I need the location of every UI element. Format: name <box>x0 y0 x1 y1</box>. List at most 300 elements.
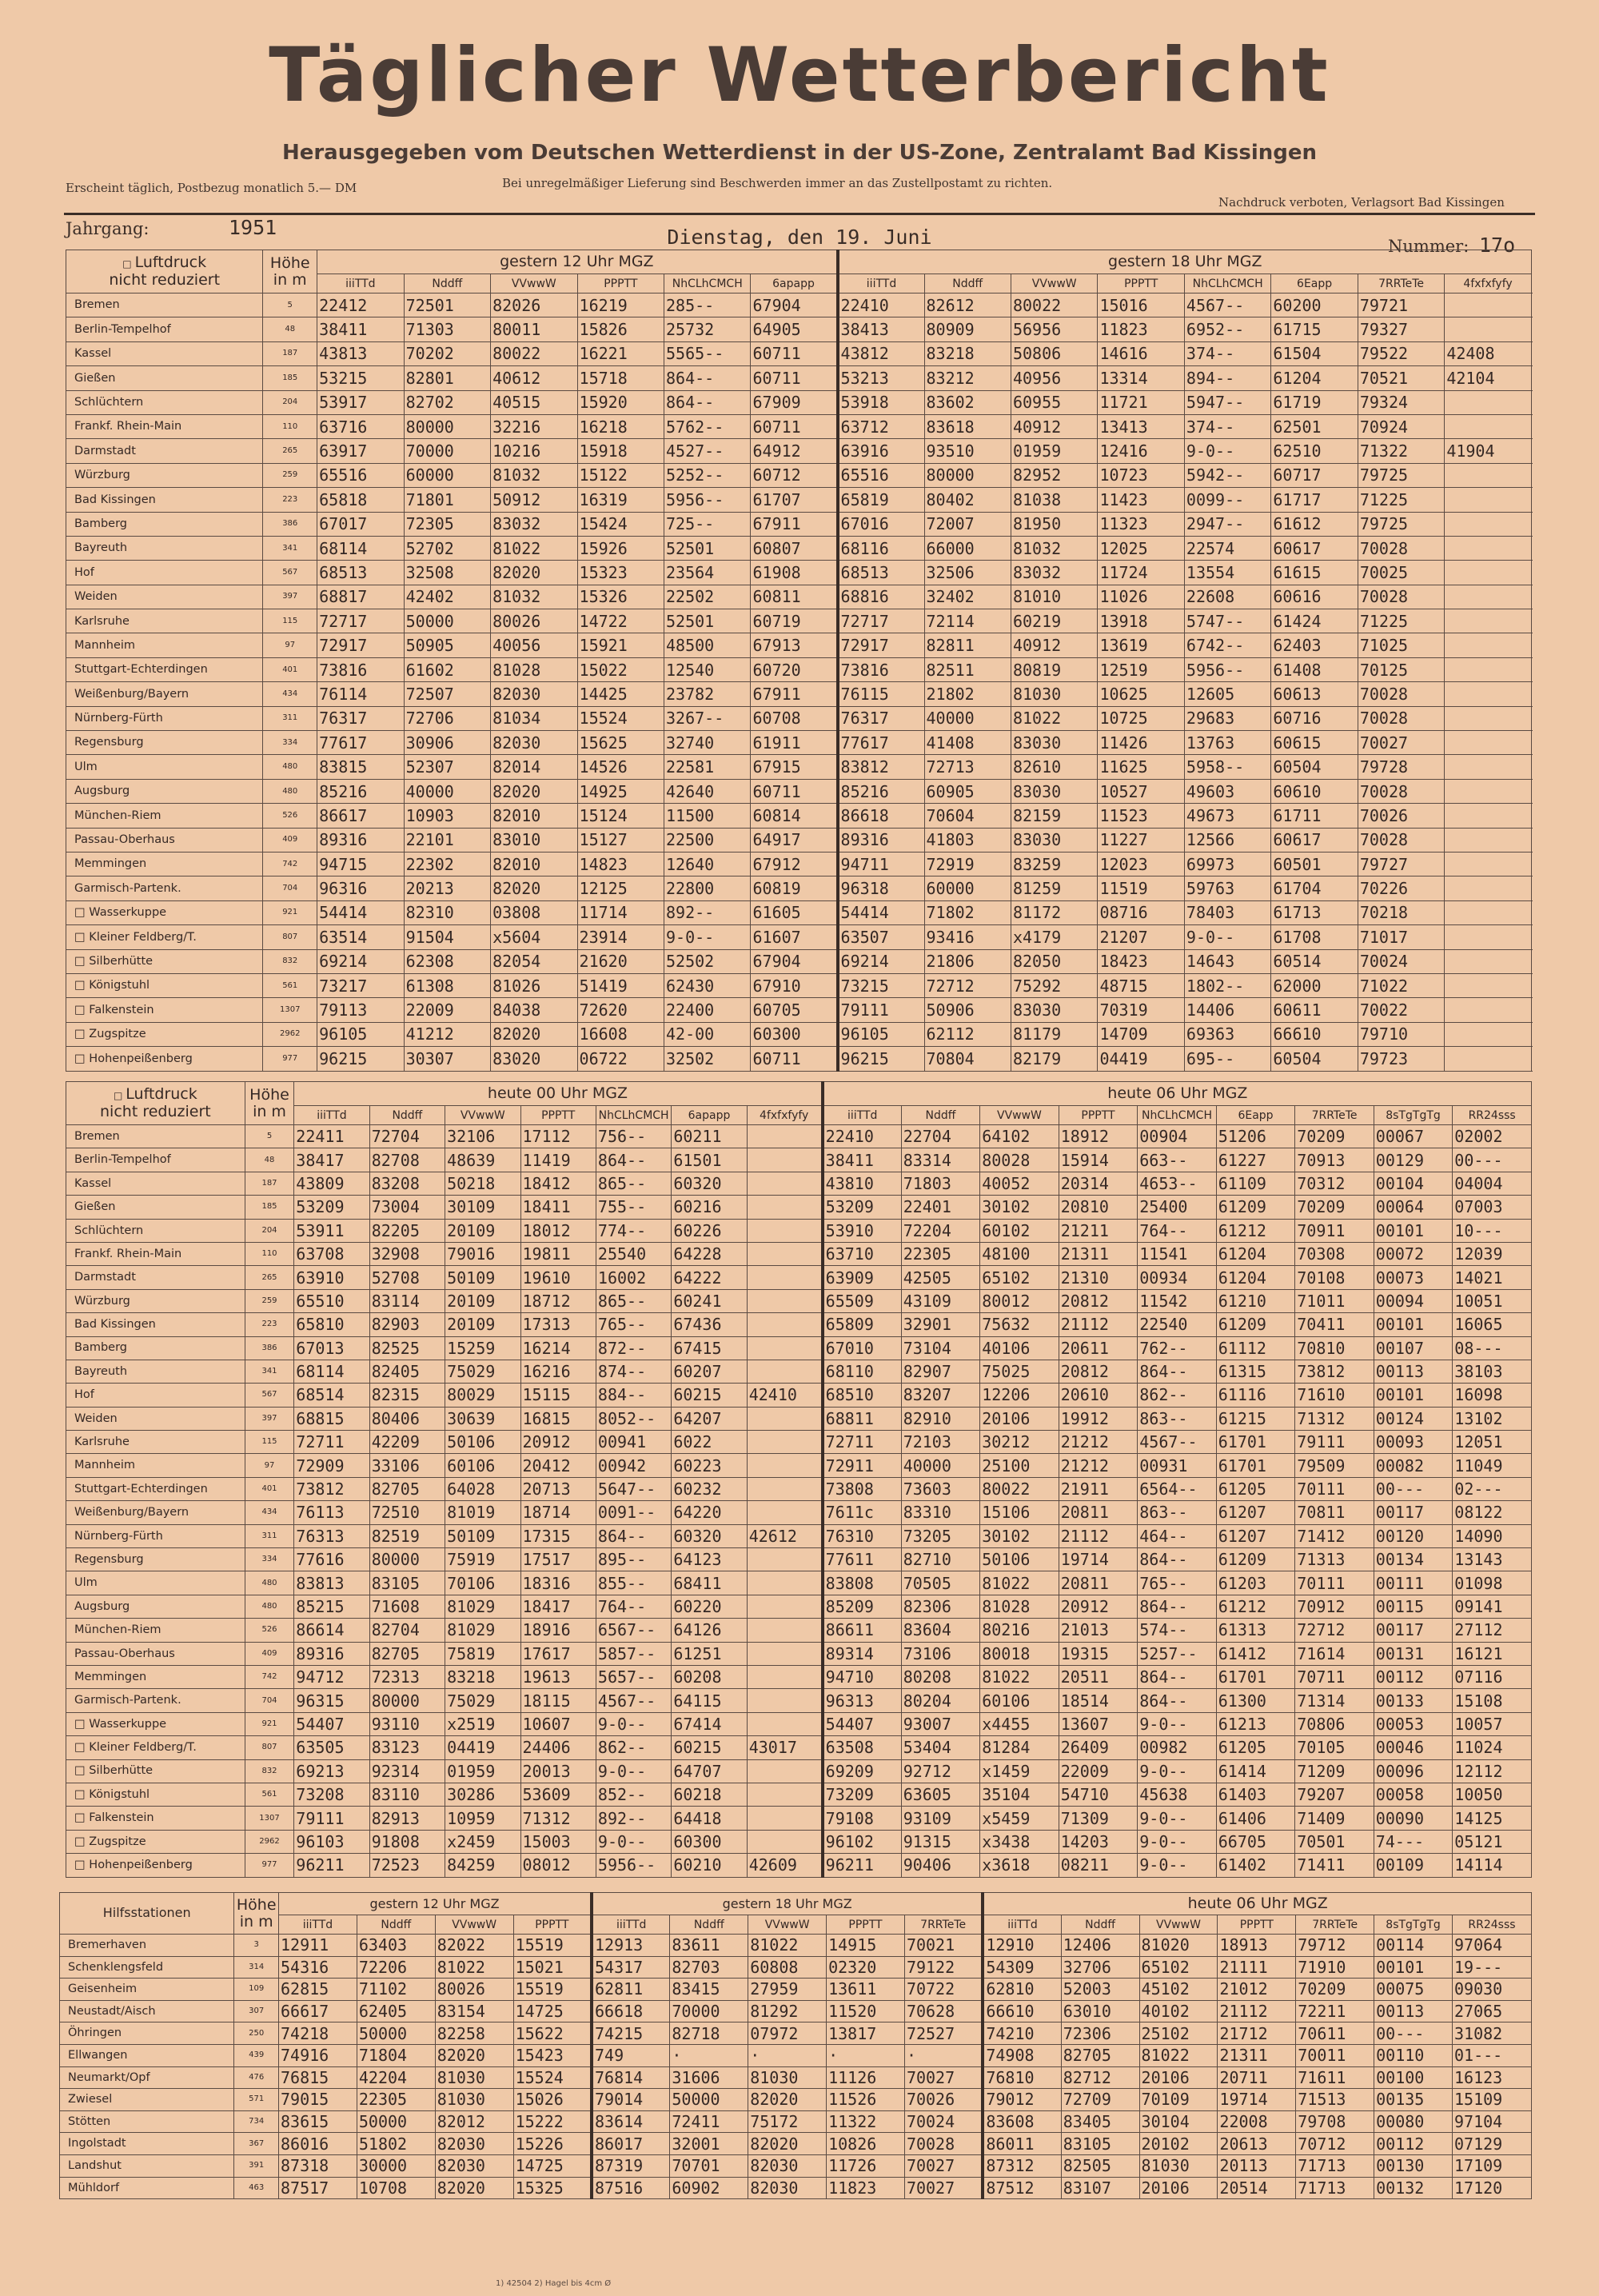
data-cell: 21712 <box>1218 2022 1296 2045</box>
data-cell: 72411 <box>670 2110 748 2133</box>
group-code-header: iiiTTd <box>838 274 924 293</box>
station-height: 223 <box>245 1313 294 1336</box>
data-cell: 82708 <box>369 1148 445 1172</box>
data-cell: 61203 <box>1216 1571 1295 1595</box>
data-cell: 70312 <box>1295 1172 1374 1195</box>
data-cell: 60711 <box>751 341 838 365</box>
data-cell: 15718 <box>577 366 664 390</box>
data-cell: 9-0-- <box>1138 1759 1217 1783</box>
data-cell: 70202 <box>404 341 490 365</box>
data-cell: 15026 <box>513 2089 592 2111</box>
data-cell: 72909 <box>294 1454 369 1477</box>
data-cell: 21013 <box>1059 1619 1138 1642</box>
data-cell: 60000 <box>924 876 1011 900</box>
data-cell: 69973 <box>1184 852 1270 876</box>
data-cell: 18417 <box>520 1595 596 1618</box>
data-cell: 61414 <box>1216 1759 1295 1783</box>
data-cell: 50000 <box>404 609 490 633</box>
station-height: 480 <box>263 779 317 803</box>
data-cell: 62810 <box>983 1979 1061 2001</box>
data-cell: 64115 <box>672 1689 747 1712</box>
data-cell: 80022 <box>1011 293 1097 317</box>
station-height: 307 <box>234 2000 279 2022</box>
data-cell: 74210 <box>983 2022 1061 2045</box>
data-cell: 13143 <box>1453 1548 1532 1571</box>
data-cell: · <box>748 2044 827 2066</box>
data-cell: 48500 <box>664 633 751 657</box>
data-cell: 83154 <box>435 2000 513 2022</box>
station-name: Darmstadt <box>66 1266 245 1289</box>
data-cell: 30000 <box>357 2154 435 2177</box>
luftdruck-header-2: □ Luftdruck nicht reduziert <box>66 1082 245 1125</box>
data-cell: 92712 <box>901 1759 980 1783</box>
data-cell: 61424 <box>1271 609 1358 633</box>
data-cell: 08716 <box>1098 900 1184 924</box>
data-cell: 73205 <box>901 1524 980 1547</box>
data-cell: 50912 <box>491 488 577 512</box>
data-cell <box>747 1689 822 1712</box>
data-cell: 70209 <box>1295 1196 1374 1219</box>
data-cell: 32502 <box>664 1047 751 1071</box>
data-cell: 82030 <box>435 2154 513 2177</box>
data-cell: 61209 <box>1216 1196 1295 1219</box>
station-height: 311 <box>263 706 317 730</box>
data-cell: 70209 <box>1295 1125 1374 1148</box>
data-cell: 68816 <box>838 585 924 609</box>
data-cell: 32508 <box>404 561 490 585</box>
data-cell: 93510 <box>924 439 1011 463</box>
data-cell: 85216 <box>838 779 924 803</box>
data-cell: 60717 <box>1271 463 1358 487</box>
station-height: 561 <box>263 973 317 997</box>
data-cell: 71025 <box>1358 633 1444 657</box>
group-code-header: NhCLhCMCH <box>1184 274 1270 293</box>
table-row <box>66 512 1532 536</box>
data-cell: 14125 <box>1453 1807 1532 1830</box>
data-cell: 17617 <box>520 1642 596 1665</box>
data-cell: 60902 <box>670 2177 748 2199</box>
data-cell: 15921 <box>577 633 664 657</box>
data-cell: 75292 <box>1011 973 1097 997</box>
data-cell: 16123 <box>1452 2066 1531 2089</box>
table-row <box>66 1595 1532 1618</box>
data-cell: 51419 <box>577 973 664 997</box>
data-cell: 764-- <box>1138 1219 1217 1242</box>
data-cell: 00101 <box>1374 1313 1453 1336</box>
data-cell: 72211 <box>1296 2000 1374 2022</box>
table-row <box>66 1712 1532 1735</box>
data-cell: 11500 <box>664 804 751 828</box>
table-row <box>66 998 1532 1022</box>
data-cell: 15622 <box>513 2022 592 2045</box>
data-cell: 5257-- <box>1138 1642 1217 1665</box>
data-cell: 10527 <box>1098 779 1184 803</box>
data-cell: 00117 <box>1374 1619 1453 1642</box>
data-cell: 11721 <box>1098 390 1184 414</box>
data-cell: 49673 <box>1184 804 1270 828</box>
data-cell: 38411 <box>823 1148 902 1172</box>
data-cell: 15106 <box>980 1501 1059 1524</box>
data-cell: 70521 <box>1358 366 1444 390</box>
data-cell: 72507 <box>404 682 490 706</box>
data-cell: 22009 <box>404 998 490 1022</box>
station-name: Passau-Oberhaus <box>66 1642 245 1665</box>
data-cell: 70209 <box>1296 1979 1374 2001</box>
data-cell: 82612 <box>924 293 1011 317</box>
data-cell: 77611 <box>823 1548 902 1571</box>
subscription-note: Erscheint täglich, Postbezug monatlich 5.— DM <box>66 181 357 195</box>
data-cell <box>1445 804 1531 828</box>
group-code-header: Nddff <box>901 1106 980 1125</box>
delivery-note: Bei unregelmäßiger Lieferung sind Beschwerden immer an das Zustellpostamt zu richten. <box>502 176 1053 190</box>
data-cell: 96215 <box>838 1047 924 1071</box>
data-cell: 83608 <box>983 2110 1061 2133</box>
data-cell: 68811 <box>823 1407 902 1430</box>
data-cell: 50109 <box>445 1524 520 1547</box>
data-cell: 5956-- <box>596 1854 671 1877</box>
group-code-header: RR24sss <box>1453 1106 1532 1125</box>
data-cell: 11520 <box>827 2000 905 2022</box>
data-cell: 32402 <box>924 585 1011 609</box>
station-height: 439 <box>234 2044 279 2066</box>
data-cell: 82020 <box>435 2177 513 2199</box>
data-cell: 76313 <box>294 1524 369 1547</box>
data-cell: 10723 <box>1098 463 1184 487</box>
table-row <box>66 1830 1532 1853</box>
data-cell: 82054 <box>491 949 577 973</box>
data-cell <box>1445 561 1531 585</box>
data-cell <box>1445 949 1531 973</box>
data-cell: 20514 <box>1218 2177 1296 2199</box>
station-name: Landshut <box>60 2154 234 2177</box>
station-height: 807 <box>263 925 317 949</box>
station-name: Bremerhaven <box>60 1935 234 1957</box>
data-cell: 32216 <box>491 414 577 438</box>
data-cell: 82704 <box>369 1619 445 1642</box>
data-cell: 80018 <box>980 1642 1059 1665</box>
station-name: □ Kleiner Feldberg/T. <box>66 1736 245 1759</box>
table-row <box>66 1689 1532 1712</box>
data-cell <box>1445 876 1531 900</box>
table-row <box>60 2022 1532 2045</box>
data-cell: 61209 <box>1216 1548 1295 1571</box>
group-code-header: 6apapp <box>672 1106 747 1125</box>
data-cell: 4567-- <box>596 1689 671 1712</box>
data-cell: 83415 <box>670 1979 748 2001</box>
data-cell: 11625 <box>1098 755 1184 779</box>
data-cell: 72706 <box>404 706 490 730</box>
data-cell: 70604 <box>924 804 1011 828</box>
group-code-header: iiiTTd <box>317 274 404 293</box>
data-cell: 53213 <box>838 366 924 390</box>
table-row <box>66 1736 1532 1759</box>
data-cell: 20102 <box>1139 2133 1218 2155</box>
data-cell: 14425 <box>577 682 664 706</box>
group-code-header: VVwwW <box>445 1106 520 1125</box>
data-cell: 67915 <box>751 755 838 779</box>
data-cell: 864-- <box>1138 1595 1217 1618</box>
data-cell: 81030 <box>748 2066 827 2089</box>
data-cell: 22400 <box>664 998 751 1022</box>
data-cell: 00113 <box>1374 2000 1453 2022</box>
data-cell: 61204 <box>1216 1266 1295 1289</box>
data-cell: 15325 <box>513 2177 592 2199</box>
data-cell: 10057 <box>1453 1712 1532 1735</box>
station-height: 1307 <box>245 1807 294 1830</box>
data-cell: 32106 <box>445 1125 520 1148</box>
data-cell: 70913 <box>1295 1148 1374 1172</box>
data-cell: 83123 <box>369 1736 445 1759</box>
hilf-section-h06: heute 06 Uhr MGZ <box>983 1893 1531 1915</box>
hilf-section-g18: gestern 18 Uhr MGZ <box>592 1893 983 1915</box>
data-cell: 73104 <box>901 1336 980 1360</box>
station-name: Nürnberg-Fürth <box>66 1524 245 1547</box>
station-name: Schlüchtern <box>66 1219 245 1242</box>
data-cell: 75025 <box>980 1360 1059 1383</box>
data-cell: 41803 <box>924 828 1011 852</box>
data-cell: 72717 <box>838 609 924 633</box>
table-row <box>66 561 1532 585</box>
station-height: 334 <box>263 731 317 755</box>
table-row <box>60 2110 1532 2133</box>
data-cell: 82020 <box>435 2044 513 2066</box>
data-cell: 79111 <box>838 998 924 1022</box>
data-cell: 11726 <box>827 2154 905 2177</box>
data-cell: 83114 <box>369 1289 445 1312</box>
data-cell: 82205 <box>369 1219 445 1242</box>
data-cell: 32706 <box>1061 1956 1139 1979</box>
data-cell: 9-0-- <box>1184 439 1270 463</box>
table-row <box>66 1219 1532 1242</box>
data-cell: 574-- <box>1138 1619 1217 1642</box>
data-cell: x2459 <box>445 1830 520 1853</box>
data-cell: 21112 <box>1059 1524 1138 1547</box>
data-cell: 19714 <box>1059 1548 1138 1571</box>
data-cell: 62405 <box>357 2000 435 2022</box>
data-cell: 83212 <box>924 366 1011 390</box>
data-cell: 12206 <box>980 1384 1059 1407</box>
data-cell: 61701 <box>1216 1454 1295 1477</box>
data-cell: 79016 <box>445 1242 520 1265</box>
data-cell <box>1445 828 1531 852</box>
data-cell: 11323 <box>1098 512 1184 536</box>
group-code-header: NhCLhCMCH <box>1138 1106 1217 1125</box>
data-cell: 81022 <box>435 1956 513 1979</box>
data-cell: 22101 <box>404 828 490 852</box>
data-cell: 10050 <box>1453 1783 1532 1806</box>
data-cell: 94715 <box>317 852 404 876</box>
data-cell: 60000 <box>404 463 490 487</box>
data-cell: 69213 <box>294 1759 369 1783</box>
data-cell: 13763 <box>1184 731 1270 755</box>
data-cell: 76317 <box>838 706 924 730</box>
group-code-header: 7RRTeTe <box>1295 1106 1374 1125</box>
data-cell: 10625 <box>1098 682 1184 706</box>
data-cell: 00133 <box>1374 1689 1453 1712</box>
station-name: Weiden <box>66 585 263 609</box>
data-cell: 64905 <box>751 317 838 341</box>
data-cell: 21211 <box>1059 1219 1138 1242</box>
data-cell: 68116 <box>838 536 924 560</box>
data-cell: 63605 <box>901 1783 980 1806</box>
data-cell: 5947-- <box>1184 390 1270 414</box>
data-cell: 86614 <box>294 1619 369 1642</box>
data-cell: 12911 <box>279 1935 357 1957</box>
data-cell: 15115 <box>520 1384 596 1407</box>
data-cell: 40000 <box>404 779 490 803</box>
data-cell: 62501 <box>1271 414 1358 438</box>
data-cell: 60712 <box>751 463 838 487</box>
data-cell: 43809 <box>294 1172 369 1195</box>
data-cell: 11322 <box>827 2110 905 2133</box>
data-cell: 53609 <box>520 1783 596 1806</box>
station-name: Ingolstadt <box>60 2133 234 2155</box>
data-cell: 64028 <box>445 1477 520 1500</box>
data-cell: 80000 <box>404 414 490 438</box>
data-cell: 82718 <box>670 2022 748 2045</box>
data-cell: 5657-- <box>596 1665 671 1688</box>
station-height: 48 <box>245 1148 294 1172</box>
data-cell: 64102 <box>980 1125 1059 1148</box>
station-name: Mühldorf <box>60 2177 234 2199</box>
data-cell: 15259 <box>445 1336 520 1360</box>
data-cell: 00046 <box>1374 1736 1453 1759</box>
group-code-header: 8sTgTgTg <box>1374 1915 1453 1935</box>
data-cell: 61412 <box>1216 1642 1295 1665</box>
data-cell: 67904 <box>751 949 838 973</box>
data-cell: 83815 <box>317 755 404 779</box>
data-cell: 63514 <box>317 925 404 949</box>
data-cell: 864-- <box>664 390 751 414</box>
data-cell: 50906 <box>924 998 1011 1022</box>
data-cell: 22574 <box>1184 536 1270 560</box>
data-cell: 53911 <box>294 1219 369 1242</box>
station-name: □ Königstuhl <box>66 1783 245 1806</box>
data-cell: 82702 <box>404 390 490 414</box>
data-cell: 25540 <box>596 1242 671 1265</box>
station-height: 526 <box>245 1619 294 1642</box>
data-cell: 13607 <box>1059 1712 1138 1735</box>
data-cell: 864-- <box>1138 1360 1217 1383</box>
data-cell: 16121 <box>1453 1642 1532 1665</box>
data-cell: 80022 <box>491 341 577 365</box>
data-cell <box>1445 731 1531 755</box>
data-cell: 71411 <box>1295 1854 1374 1877</box>
section-h06: heute 06 Uhr MGZ <box>823 1082 1532 1106</box>
nummer-value: 17o <box>1479 234 1516 257</box>
data-cell: 79725 <box>1358 512 1444 536</box>
data-cell: 18012 <box>520 1219 596 1242</box>
data-cell: 892-- <box>664 900 751 924</box>
data-cell: 20106 <box>1139 2177 1218 2199</box>
page-title: Täglicher Wetterbericht <box>269 32 1330 119</box>
data-cell: 64707 <box>672 1759 747 1783</box>
group-code-header: Nddff <box>924 274 1011 293</box>
data-cell: 40912 <box>1011 414 1097 438</box>
station-height: 334 <box>245 1548 294 1571</box>
data-cell: 65810 <box>294 1313 369 1336</box>
data-cell: 11724 <box>1098 561 1184 585</box>
table-row <box>60 2177 1532 2199</box>
data-cell: 72917 <box>838 633 924 657</box>
data-cell: 68510 <box>823 1384 902 1407</box>
data-cell: 67013 <box>294 1336 369 1360</box>
data-cell <box>747 1548 822 1571</box>
data-cell: 81259 <box>1011 876 1097 900</box>
data-cell: 79728 <box>1358 755 1444 779</box>
data-cell: 87318 <box>279 2154 357 2177</box>
data-cell <box>1445 390 1531 414</box>
data-cell: 15003 <box>520 1830 596 1853</box>
table-row <box>66 1313 1532 1336</box>
data-cell: x4179 <box>1011 925 1097 949</box>
data-cell: 07129 <box>1452 2133 1531 2155</box>
data-cell: 77617 <box>838 731 924 755</box>
data-cell: 20611 <box>1059 1336 1138 1360</box>
data-cell: 87312 <box>983 2154 1061 2177</box>
station-height: 314 <box>234 1956 279 1979</box>
station-name: □ Zugspitze <box>66 1022 263 1046</box>
group-code-header: PPPTT <box>1059 1106 1138 1125</box>
table-row <box>66 463 1532 487</box>
table-row <box>66 1854 1532 1877</box>
station-height: 567 <box>245 1384 294 1407</box>
data-cell: 5942-- <box>1184 463 1270 487</box>
data-cell: 62403 <box>1271 633 1358 657</box>
data-cell: 20810 <box>1059 1196 1138 1219</box>
data-cell: 61406 <box>1216 1807 1295 1830</box>
data-cell: 12910 <box>983 1935 1061 1957</box>
data-cell: 71513 <box>1296 2089 1374 2111</box>
data-cell: 91315 <box>901 1830 980 1853</box>
station-height: 187 <box>263 341 317 365</box>
data-cell: 00--- <box>1453 1148 1532 1172</box>
data-cell: 74908 <box>983 2044 1061 2066</box>
station-name: Stuttgart-Echterdingen <box>66 657 263 681</box>
data-cell <box>747 1712 822 1735</box>
data-cell: 87512 <box>983 2177 1061 2199</box>
data-cell: 64912 <box>751 439 838 463</box>
data-cell: 5956-- <box>664 488 751 512</box>
data-cell: 60611 <box>1271 998 1358 1022</box>
data-cell: 83010 <box>491 828 577 852</box>
data-cell: 00073 <box>1374 1266 1453 1289</box>
data-cell: 33106 <box>369 1454 445 1477</box>
data-cell: 70109 <box>1139 2089 1218 2111</box>
station-height: 409 <box>263 828 317 852</box>
station-name: Hof <box>66 1384 245 1407</box>
table-row <box>60 1935 1532 1957</box>
station-height: 1307 <box>263 998 317 1022</box>
data-cell: 96103 <box>294 1830 369 1853</box>
data-cell: 01959 <box>1011 439 1097 463</box>
data-cell: 07003 <box>1453 1196 1532 1219</box>
data-cell: 70028 <box>1358 585 1444 609</box>
data-cell: 82014 <box>491 755 577 779</box>
data-cell: 97064 <box>1452 1935 1531 1957</box>
data-cell: 80011 <box>491 317 577 341</box>
data-cell: 82020 <box>748 2133 827 2155</box>
data-cell: 82020 <box>491 561 577 585</box>
data-cell: 80022 <box>980 1477 1059 1500</box>
data-cell: 13918 <box>1098 609 1184 633</box>
data-cell: 83030 <box>1011 779 1097 803</box>
data-cell: 13314 <box>1098 366 1184 390</box>
data-cell: 53215 <box>317 366 404 390</box>
data-cell <box>1445 998 1531 1022</box>
data-cell: 16214 <box>520 1336 596 1360</box>
hoehe-header: Höhe in m <box>263 250 317 293</box>
